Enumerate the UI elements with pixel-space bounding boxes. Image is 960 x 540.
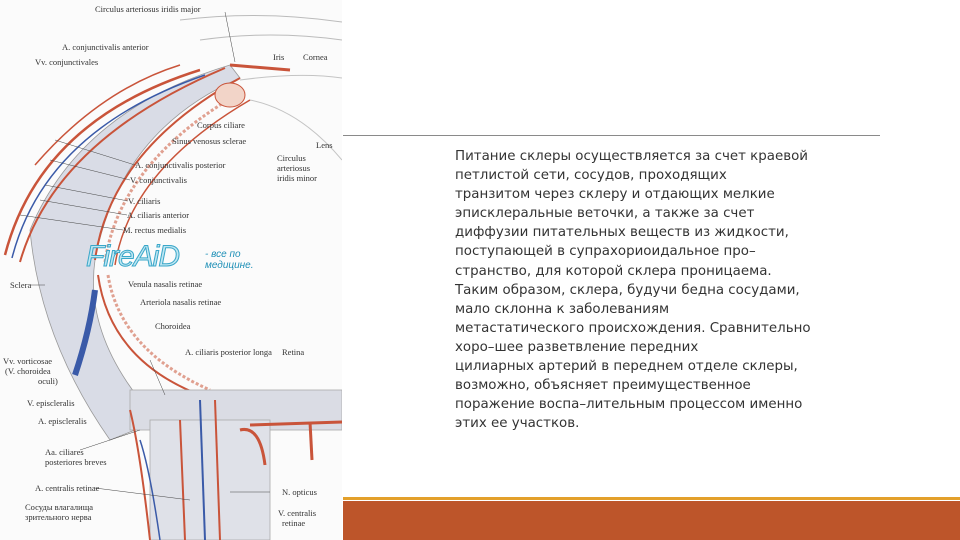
text-line: транзитом через склеру и отдающих мелкие — [455, 187, 775, 203]
label-sinus-venosus: Sinus venosus sclerae — [172, 136, 247, 146]
text-line: Таким образом, склера, будучи бедна сосудами, — [455, 282, 800, 298]
text-line: Питание склеры осуществляется за счет краевой — [455, 149, 808, 164]
text-line: поражение воспа–лительным процессом именно — [455, 397, 803, 413]
label-venula-nasalis: Venula nasalis retinae — [128, 279, 203, 289]
footer-accent-bar — [343, 501, 960, 540]
text-line: этих ее участков. — [455, 416, 580, 432]
label-circulus-minor-3: iridis minor — [277, 173, 317, 183]
label-circulus-major: Circulus arteriosus iridis major — [95, 4, 201, 14]
label-v-ciliaris: V. ciliaris — [128, 196, 161, 206]
text-line: эписклеральные веточки, а также за счет — [455, 206, 755, 222]
watermark-tagline-1: - все по — [205, 249, 241, 260]
watermark-tagline — [205, 249, 254, 271]
label-v-centralis-1: V. centralis — [278, 508, 317, 518]
label-a-ciliaris-anterior: A. ciliaris anterior — [127, 210, 190, 220]
label-a-conjunctivalis-anterior: A. conjunctivalis anterior — [62, 42, 149, 52]
label-vv-conjunctivales: Vv. conjunctivales — [35, 57, 99, 67]
label-v-episcleralis: V. episcleralis — [27, 398, 75, 408]
body-text — [455, 147, 885, 433]
text-line: поступающей в супрахориоидальное про– — [455, 244, 756, 260]
text-line: странство, для которой склера проницаема. — [455, 263, 772, 279]
eye-anatomy-figure — [0, 0, 342, 540]
text-line: цилиарных артерий в переднем отделе склеры, — [455, 359, 798, 375]
text-line: хоро–шее разветвление передних — [455, 339, 699, 355]
label-v-conjunctivalis: V. conjunctivalis — [130, 175, 187, 185]
label-circulus-minor-2: arteriosus — [277, 163, 311, 173]
label-vessels-2: зрительного нерва — [25, 512, 92, 522]
text-line: возможно, объясняет преимущественное — [455, 378, 751, 394]
label-vv-vorticosae-3: oculi) — [38, 376, 58, 386]
text-line: диффузии питательных веществ из жидкости, — [455, 225, 789, 241]
label-v-centralis-2: retinae — [282, 518, 306, 528]
label-lens: Lens — [316, 140, 333, 150]
label-a-ciliaris-posterior-longa: A. ciliaris posterior longa — [185, 347, 272, 357]
label-sclera: Sclera — [10, 280, 32, 290]
label-aa-ciliares-1: Aa. ciliares — [45, 447, 84, 457]
label-cornea: Cornea — [303, 52, 328, 62]
label-vv-vorticosae-1: Vv. vorticosae — [3, 356, 53, 366]
text-line: мало склонна к заболеваниям — [455, 301, 670, 317]
label-m-rectus-medialis: M. rectus medialis — [123, 225, 187, 235]
text-line: метастатического происхождения. Сравнительно — [455, 320, 811, 336]
label-iris: Iris — [273, 52, 285, 62]
label-n-opticus: N. opticus — [282, 487, 317, 497]
label-vessels-1: Сосуды влагалища — [25, 502, 94, 512]
watermark-tagline-2: медицине. — [205, 260, 254, 271]
label-a-conjunctivalis-posterior: A. conjunctivalis posterior — [135, 160, 226, 170]
label-arteriola-nasalis: Arteriola nasalis retinae — [140, 297, 222, 307]
label-a-episcleralis: A. episcleralis — [38, 416, 87, 426]
label-retina: Retina — [282, 347, 305, 357]
label-choroidea: Choroidea — [155, 321, 191, 331]
label-vv-vorticosae-2: (V. choroidea — [5, 366, 51, 376]
title-divider — [343, 135, 880, 136]
footer-accent-line — [343, 497, 960, 500]
label-corpus-ciliare: Corpus ciliare — [197, 120, 245, 130]
text-line: петлистой сети, сосудов, проходящих — [455, 168, 727, 184]
label-a-centralis-retinae: A. centralis retinae — [35, 483, 100, 493]
label-circulus-minor-1: Circulus — [277, 153, 306, 163]
watermark-logo: FireAiD — [86, 240, 180, 273]
label-aa-ciliares-2: posteriores breves — [45, 457, 107, 467]
